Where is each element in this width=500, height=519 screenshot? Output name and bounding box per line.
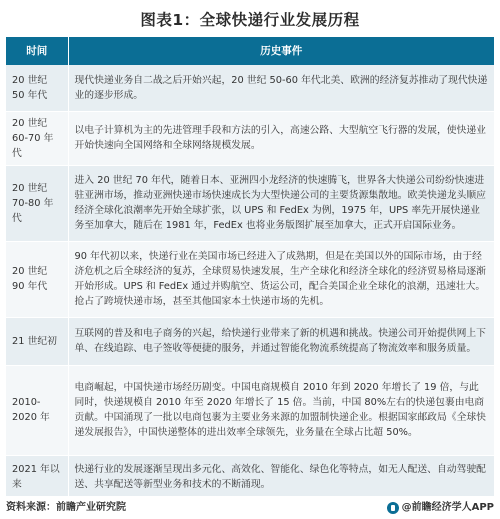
row-period: 20 世纪 90 年代 (6, 241, 68, 317)
header-event: 历史事件 (68, 37, 494, 65)
history-table (6, 37, 494, 496)
table-row (6, 365, 494, 455)
brand-credit (387, 499, 494, 517)
row-period: 2021 年以来 (6, 455, 68, 496)
brand-logo-icon (387, 502, 399, 514)
row-period: 20 世纪 50 年代 (6, 65, 68, 111)
table-row (6, 317, 494, 365)
header-period: 时间 (6, 37, 68, 65)
row-period: 20 世纪 60-70 年代 (6, 111, 68, 165)
row-event: 快递行业的发展逐渐呈现出多元化、高效化、智能化、绿色化等特点，如无人配送、自动驾驶配送、共享配送等新型业务和技术的不断涌现。 (68, 455, 494, 496)
row-event: 进入 20 世纪 70 年代，随着日本、亚洲四小龙经济的快速腾飞，世界各大快递公司纷纷快速进驻亚洲市场，推动亚洲快递市场快速成长为大型快递公司的主要货源集散地。欧美快递龙头顺应经济全球化浪潮率先开始全球扩张，以 UPS 和 FedEx 为例，1975 年，UPS 率先开展快递业务至加拿大，随后在 1981 年，FedEx 也将业务版图扩展至加拿大，正式开启国际业务。 (68, 165, 494, 241)
table-row (6, 65, 494, 111)
row-event: 现代快递业务自二战之后开始兴起，20 世纪 50-60 年代北美、欧洲的经济复苏推动了现代快递业的逐步形成。 (68, 65, 494, 111)
row-event: 以电子计算机为主的先进管理手段和方法的引入，高速公路、大型航空飞行器的发展，使快递业开始快速向全国网络和全球网络规模发展。 (68, 111, 494, 165)
chart-title: 图表1：全球快递行业发展历程 (140, 11, 360, 29)
table-header-row (6, 37, 494, 65)
row-period: 21 世纪初 (6, 317, 68, 365)
table-row (6, 241, 494, 317)
footer (6, 499, 494, 517)
history-table-container (6, 37, 494, 496)
row-period: 20 世纪 70-80 年代 (6, 165, 68, 241)
source-note: 资料来源：前瞻产业研究院 (6, 502, 126, 513)
row-period: 2010-2020 年 (6, 365, 68, 455)
table-row (6, 111, 494, 165)
row-event: 电商崛起，中国快递市场经历剧变。中国电商规模自 2010 年到 2020 年增长了 19 倍，与此同时，快递规模自 2010 年至 2020 年增长了 15 倍。当前，中国 80%左右的快递包裹由电商贡献。中国涌现了一批以电商包裹为主要业务来源的加盟制快递企业。根据国家邮政局《全球快递发展报告》，中国快递整体的进出效率全球领先，业务量在全球占比超 50%。 (68, 365, 494, 455)
table-row (6, 455, 494, 496)
table-row (6, 165, 494, 241)
row-event: 90 年代初以来，快递行业在美国市场已经进入了成熟期，但是在美国以外的国际市场，由于经济危机之后全球经济的复苏，全球贸易快速发展，生产全球化和经济全球化的经济贸易格局逐渐开始形成。UPS 和 FedEx 通过并购航空、货运公司，配合美国企业全球化的浪潮，迅速壮大。抢占了跨境快递市场，甚至其他国家本土快递市场的先机。 (68, 241, 494, 317)
row-event: 互联网的普及和电子商务的兴起，给快递行业带来了新的机遇和挑战。快递公司开始提供网上下单、在线追踪、电子签收等便捷的服务，并通过智能化物流系统提高了物流效率和服务质量。 (68, 317, 494, 365)
brand-text: @前瞻经济学人APP (401, 502, 494, 513)
